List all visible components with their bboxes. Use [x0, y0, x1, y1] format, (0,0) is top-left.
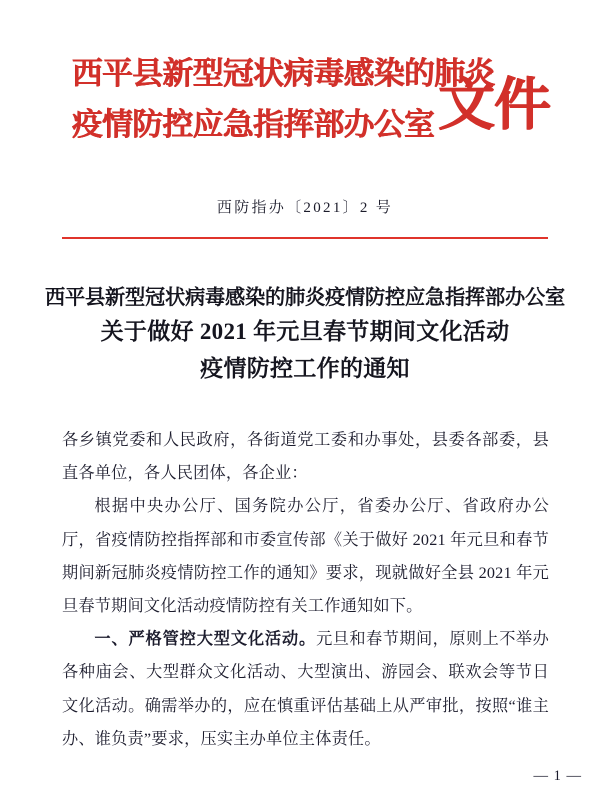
- section-1-text: 元旦和春节期间，原则上不举办各种庙会、大型群众文化活动、大型演出、游园会、联欢会等节日文化活动。确需举办的，应在慎重评估基础上从严审批，按照“谁主办、谁负责”要求，压实主办单位主体责任。: [62, 630, 549, 748]
- section-1-heading: 一、严格管控大型文化活动。: [94, 630, 317, 649]
- page-number-footer: — 1 —: [533, 768, 582, 784]
- letterhead-org-line-2: 疫情防控应急指挥部办公室: [72, 107, 435, 142]
- letterhead-org-line-1: 西平县新型冠状病毒感染的肺炎: [72, 56, 495, 91]
- title-line-3: 疫情防控工作的通知: [200, 356, 410, 381]
- body-section-1: [62, 623, 549, 756]
- letterhead-banner: [0, 48, 610, 163]
- document-title: [0, 283, 610, 387]
- title-line-1: 西平县新型冠状病毒感染的肺炎疫情防控应急指挥部办公室: [45, 287, 565, 309]
- title-line-2: 关于做好 2021 年元旦春节期间文化活动: [100, 319, 510, 344]
- red-separator-rule: [62, 237, 548, 239]
- body-addressee: 各乡镇党委和人民政府，各街道党工委和办事处，县委各部委，县直各单位，各人民团体，各企业：: [62, 431, 549, 483]
- letterhead-doc-type: 文件: [438, 73, 550, 137]
- document-body: [62, 424, 549, 756]
- body-paragraph-1: 根据中央办公厅、国务院办公厅，省委办公厅、省政府办公厅，省疫情防控指挥部和市委宣传部《关于做好 2021 年元旦和春节期间新冠肺炎疫情防控工作的通知》要求，现就做好全县 2021 年元旦春节期间文化活动疫情防控有关工作通知如下。: [62, 497, 549, 616]
- document-number: 西防指办〔2021〕2 号: [216, 200, 394, 216]
